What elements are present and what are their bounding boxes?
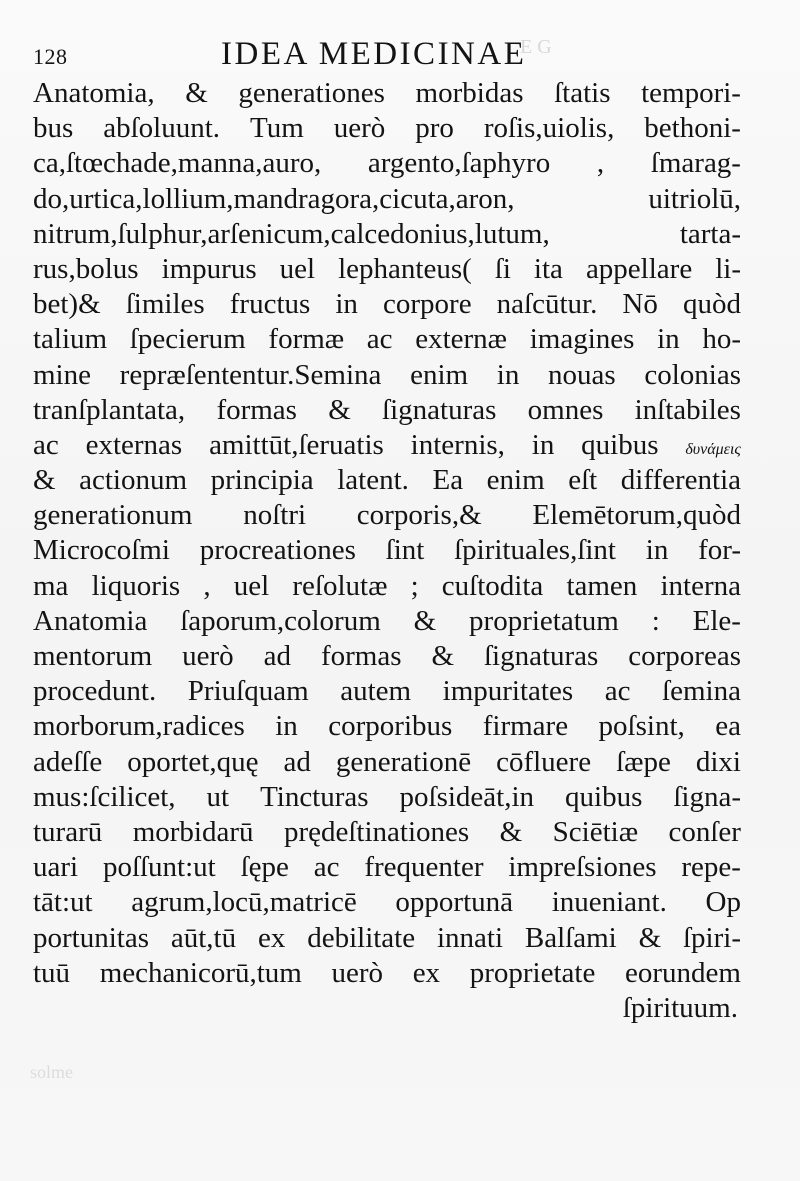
body-text (33, 76, 741, 1026)
text-line: turarū morbidarū prędeſtinationes & Sciētiæ conſer (33, 815, 741, 848)
text-line: uari poſſunt:ut ſępe ac frequenter impreſsiones repe- (33, 851, 741, 884)
text-line: & actionum principia latent. Ea enim eſt differentia (33, 464, 741, 497)
show-through-text-bottom: solme (30, 1062, 73, 1082)
text-line: ac externas amittūt,ſeruatis internis, in quibus δυνάμεις (33, 428, 741, 461)
text-line: mine repræſententur.Semina enim in nouas colonias (33, 358, 741, 391)
text-line: tuū mechanicorū,tum uerò ex proprietate eorundem (33, 956, 741, 989)
text-line: bus abſoluunt. Tum uerò pro roſis,uiolis, bethoni- (33, 112, 741, 145)
show-through-text-top: E G (520, 36, 552, 58)
text-line: rus,bolus impurus uel lephanteus( ſi ita appellare li- (33, 252, 741, 285)
text-line: adeſſe oportet,quę ad generationē cōfluere ſæpe dixi (33, 745, 741, 778)
text-line: Microcoſmi procreationes ſint ſpirituales,ſint in for- (33, 534, 741, 567)
text-line: ma liquoris , uel reſolutæ ; cuſtodita tamen interna (33, 569, 741, 602)
text-line: talium ſpecierum formæ ac externæ imagines in ho- (33, 323, 741, 356)
running-head: IDEA MEDICINAE (221, 36, 527, 72)
text-line: do,urtica,lollium,mandragora,cicuta,aron, uitriolū, (33, 182, 741, 215)
page-number: 128 (33, 44, 68, 69)
text-line: bet)& ſimiles fructus in corpore naſcūtur. Nō quòd (33, 288, 741, 321)
text-line: mus:ſcilicet, ut Tincturas poſsideāt,in quibus ſigna- (33, 780, 741, 813)
text-line: procedunt. Priuſquam autem impuritates ac ſemina (33, 675, 741, 708)
text-line: Anatomia ſaporum,colorum & proprietatum : Ele- (33, 604, 741, 637)
text-line: mentorum uerò ad formas & ſignaturas corporeas (33, 640, 741, 672)
page-header (33, 36, 753, 76)
text-line: Anatomia, & generationes morbidas ſtatis tempori- (33, 77, 741, 109)
text-line: morborum,radices in corporibus firmare poſsint, ea (33, 710, 741, 743)
text-line: tāt:ut agrum,locū,matricē opportunā inueniant. Op (33, 886, 741, 919)
text-line: portunitas aūt,tū ex debilitate innati Balſami & ſpiri- (33, 921, 741, 954)
text-line: nitrum,ſulphur,arſenicum,calcedonius,lutum, tarta- (33, 217, 741, 250)
text-line: generationum noſtri corporis,& Elemētorum,quòd (33, 499, 741, 532)
text-line: tranſplantata, formas & ſignaturas omnes inſtabiles (33, 393, 741, 426)
text-line: ſpirituum. (622, 991, 738, 1024)
text-line: ca,ſtœchade,manna,auro, argento,ſaphyro , ſmarag- (33, 147, 741, 180)
